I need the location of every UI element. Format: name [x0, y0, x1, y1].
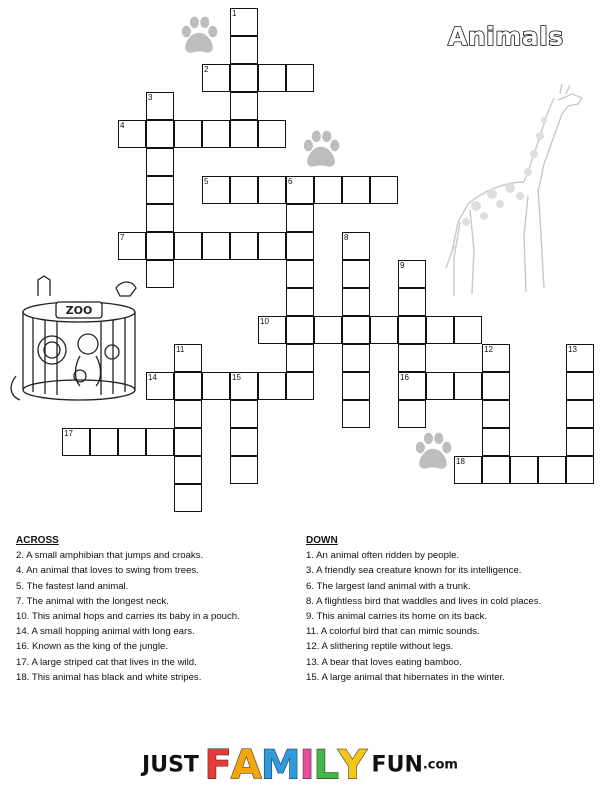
grid-cell[interactable]	[230, 176, 258, 204]
brand-family-letter: L	[313, 742, 338, 788]
down-clue: 13. A bear that loves eating bamboo.	[306, 656, 462, 668]
grid-cell[interactable]	[174, 372, 202, 400]
grid-cell[interactable]	[426, 372, 454, 400]
grid-cell[interactable]	[202, 372, 230, 400]
giraffe-illustration	[440, 76, 590, 301]
grid-cell[interactable]	[258, 120, 286, 148]
grid-cell[interactable]	[230, 232, 258, 260]
grid-cell[interactable]	[286, 288, 314, 316]
across-clue: 4. An animal that loves to swing from trees.	[16, 565, 199, 577]
brand-logo	[0, 742, 600, 788]
clue-number: 5	[204, 177, 209, 186]
down-heading: DOWN	[306, 535, 338, 546]
zoo-sign-text: ZOO	[65, 304, 93, 317]
clue-number: 13	[568, 345, 577, 354]
down-clue: 15. A large animal that hibernates in the winter.	[306, 671, 505, 683]
grid-cell[interactable]	[174, 484, 202, 512]
brand-com: .com	[422, 757, 458, 773]
clue-number: 12	[484, 345, 493, 354]
grid-cell[interactable]	[314, 316, 342, 344]
grid-cell[interactable]	[230, 120, 258, 148]
clue-number: 9	[400, 261, 405, 270]
across-clue: 17. A large striped cat that lives in the wild.	[16, 656, 197, 668]
grid-cell[interactable]	[314, 176, 342, 204]
grid-cell[interactable]	[398, 400, 426, 428]
down-clue: 1. An animal often ridden by people.	[306, 550, 460, 562]
grid-cell[interactable]	[398, 316, 426, 344]
grid-cell[interactable]	[370, 316, 398, 344]
puzzle-title: Animals	[448, 22, 564, 51]
grid-cell[interactable]	[146, 232, 174, 260]
grid-cell[interactable]	[146, 176, 174, 204]
grid-cell[interactable]	[566, 400, 594, 428]
clue-number: 15	[232, 373, 241, 382]
grid-cell[interactable]	[230, 400, 258, 428]
grid-cell[interactable]	[118, 428, 146, 456]
grid-cell[interactable]	[426, 316, 454, 344]
grid-cell[interactable]	[342, 400, 370, 428]
grid-cell[interactable]	[398, 288, 426, 316]
clue-number: 11	[176, 345, 185, 354]
grid-cell[interactable]	[174, 456, 202, 484]
across-clue: 5. The fastest land animal.	[16, 580, 129, 592]
grid-cell[interactable]	[286, 316, 314, 344]
brand-family-letter: F	[204, 742, 231, 788]
down-clue: 9. This animal carries its home on its back.	[306, 611, 488, 623]
grid-cell[interactable]	[398, 344, 426, 372]
grid-cell[interactable]	[566, 372, 594, 400]
grid-cell[interactable]	[258, 372, 286, 400]
down-clue: 6. The largest land animal with a trunk.	[306, 580, 471, 592]
grid-cell[interactable]	[258, 176, 286, 204]
grid-cell[interactable]	[146, 148, 174, 176]
down-clue: 12. A slithering reptile without legs.	[306, 641, 454, 653]
grid-cell[interactable]	[202, 120, 230, 148]
clue-number: 4	[120, 121, 125, 130]
grid-cell[interactable]	[286, 64, 314, 92]
clue-number: 3	[148, 93, 153, 102]
brand-fun: FUN	[371, 752, 423, 778]
grid-cell[interactable]	[174, 400, 202, 428]
grid-cell[interactable]	[482, 428, 510, 456]
paw-print-icon	[176, 12, 222, 58]
clue-number: 17	[64, 429, 73, 438]
across-clue: 18. This animal has black and white stripes.	[16, 671, 202, 683]
brand-family-letter: Y	[338, 742, 366, 788]
grid-cell[interactable]	[286, 232, 314, 260]
grid-cell[interactable]	[510, 456, 538, 484]
grid-cell[interactable]	[146, 204, 174, 232]
across-heading: ACROSS	[16, 535, 59, 546]
grid-cell[interactable]	[258, 64, 286, 92]
grid-cell[interactable]	[286, 260, 314, 288]
across-clues	[16, 533, 240, 685]
grid-cell[interactable]	[566, 456, 594, 484]
paw-print-icon	[298, 126, 344, 172]
grid-cell[interactable]	[538, 456, 566, 484]
grid-cell[interactable]	[482, 400, 510, 428]
grid-cell[interactable]	[258, 232, 286, 260]
grid-cell[interactable]	[454, 372, 482, 400]
grid-cell[interactable]	[454, 316, 482, 344]
down-clue: 11. A colorful bird that can mimic sounds.	[306, 626, 480, 638]
grid-cell[interactable]	[342, 260, 370, 288]
grid-cell[interactable]	[202, 232, 230, 260]
zoo-cage-illustration	[8, 266, 150, 412]
across-clue: 16. Known as the king of the jungle.	[16, 641, 169, 653]
paw-print-icon	[410, 428, 456, 474]
grid-cell[interactable]	[286, 372, 314, 400]
grid-cell[interactable]	[230, 92, 258, 120]
grid-cell[interactable]	[482, 456, 510, 484]
grid-cell[interactable]	[342, 344, 370, 372]
clue-number: 8	[344, 233, 349, 242]
grid-cell[interactable]	[146, 120, 174, 148]
grid-cell[interactable]	[342, 288, 370, 316]
across-clue: 14. A small hopping animal with long ears.	[16, 626, 195, 638]
clue-number: 1	[232, 9, 237, 18]
grid-cell[interactable]	[342, 176, 370, 204]
grid-cell[interactable]	[370, 176, 398, 204]
grid-cell[interactable]	[230, 428, 258, 456]
down-clues	[306, 533, 541, 685]
clue-number: 2	[204, 65, 209, 74]
clue-number: 14	[148, 373, 157, 382]
across-clue: 7. The animal with the longest neck.	[16, 595, 169, 607]
brand-just: JUST	[142, 752, 199, 778]
grid-cell[interactable]	[146, 260, 174, 288]
across-clue: 2. A small amphibian that jumps and croaks.	[16, 550, 204, 562]
clue-number: 18	[456, 457, 465, 466]
grid-cell[interactable]	[286, 344, 314, 372]
brand-family-letter: I	[299, 742, 314, 788]
grid-cell[interactable]	[230, 36, 258, 64]
grid-cell[interactable]	[286, 204, 314, 232]
grid-cell[interactable]	[146, 428, 174, 456]
grid-cell[interactable]	[174, 232, 202, 260]
clue-number: 10	[260, 317, 269, 326]
grid-cell[interactable]	[566, 428, 594, 456]
grid-cell[interactable]	[342, 316, 370, 344]
grid-cell[interactable]	[174, 428, 202, 456]
across-clue: 10. This animal hops and carries its baby in a pouch.	[16, 611, 240, 623]
brand-family-letter: M	[260, 742, 300, 788]
clue-number: 6	[288, 177, 293, 186]
clue-number: 16	[400, 373, 409, 382]
grid-cell[interactable]	[342, 372, 370, 400]
grid-cell[interactable]	[482, 372, 510, 400]
grid-cell[interactable]	[230, 456, 258, 484]
clue-number: 7	[120, 233, 125, 242]
grid-cell[interactable]	[174, 120, 202, 148]
grid-cell[interactable]	[230, 64, 258, 92]
brand-family-letter: A	[230, 742, 261, 788]
down-clue: 8. A flightless bird that waddles and lives in cold places.	[306, 595, 542, 607]
grid-cell[interactable]	[90, 428, 118, 456]
down-clue: 3. A friendly sea creature known for its intelligence.	[306, 565, 522, 577]
